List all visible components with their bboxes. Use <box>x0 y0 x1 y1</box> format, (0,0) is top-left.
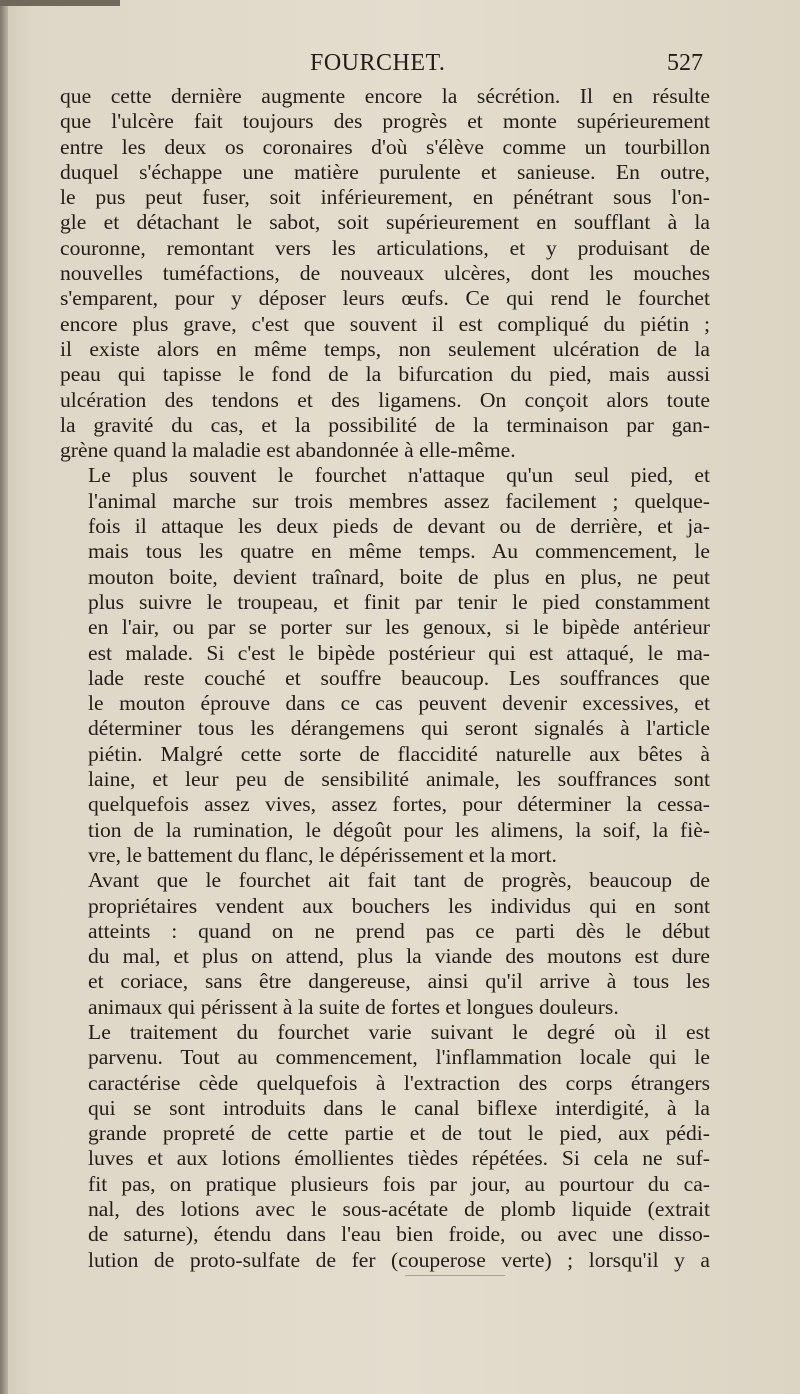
paragraph <box>60 463 710 868</box>
text-line: la gravité du cas, et la possibilité de la terminaison par gan- <box>60 412 710 437</box>
text-line: Avant que le fourchet ait fait tant de progrès, beaucoup de <box>88 868 710 893</box>
text-line: vre, le battement du flanc, le dépérissement et la mort. <box>88 842 557 867</box>
text-line: Le plus souvent le fourchet n'attaque qu'un seul pied, et <box>88 463 710 488</box>
text-line: quelquefois assez vives, assez fortes, pour déterminer la cessa- <box>88 792 710 817</box>
running-title: FOURCHET. <box>310 50 446 76</box>
text-line: plus suivre le troupeau, et finit par tenir le pied constamment <box>88 589 710 614</box>
page-number: 527 <box>667 50 703 76</box>
text-line: lution de proto-sulfate de fer (couperose verte) ; lorsqu'il y a <box>88 1247 710 1272</box>
text-line: grène quand la maladie est abandonnée à elle-même. <box>60 438 516 463</box>
text-line: gle et détachant le sabot, soit supérieurement en soufflant à la <box>60 210 710 235</box>
text-line: encore plus grave, c'est que souvent il est compliqué du piétin ; <box>60 311 710 336</box>
text-line: caractérise cède quelquefois à l'extraction des corps étrangers <box>88 1070 710 1095</box>
page-header <box>60 50 705 82</box>
text-line: parvenu. Tout au commencement, l'inflammation locale qui le <box>88 1045 710 1070</box>
text-line: du mal, et plus on attend, plus la viande des moutons est dure <box>88 944 710 969</box>
text-line: et coriace, sans être dangereuse, ainsi qu'il arrive à tous les <box>88 969 710 994</box>
text-line: lade reste couché et souffre beaucoup. Les souffrances que <box>88 665 710 690</box>
text-line: mais tous les quatre en même temps. Au commencement, le <box>88 539 710 564</box>
text-line: s'emparent, pour y déposer leurs œufs. Ce qui rend le fourchet <box>60 286 710 311</box>
text-line: animaux qui périssent à la suite de fortes et longues douleurs. <box>88 994 619 1019</box>
text-line: nal, des lotions avec le sous-acétate de plomb liquide (extrait <box>88 1197 710 1222</box>
text-line: grande propreté de cette partie et de tout le pied, aux pédi- <box>88 1121 710 1146</box>
text-line: le mouton éprouve dans ce cas peuvent devenir excessives, et <box>88 691 710 716</box>
text-line: mouton boite, devient traînard, boite de plus en plus, ne peut <box>88 564 710 589</box>
page-edge <box>0 0 120 6</box>
text-line: fit pas, on pratique plusieurs fois par jour, au pourtour du ca- <box>88 1171 710 1196</box>
text-line: est malade. Si c'est le bipède postérieur qui est attaqué, le ma- <box>88 640 710 665</box>
text-line: il existe alors en même temps, non seulement ulcération de la <box>60 336 710 361</box>
text-line: qui se sont introduits dans le canal biflexe interdigité, à la <box>88 1095 710 1120</box>
text-line: nouvelles tuméfactions, de nouveaux ulcères, dont les mouches <box>60 261 710 286</box>
paragraph <box>60 84 710 463</box>
text-line: l'animal marche sur trois membres assez facilement ; quelque- <box>88 488 710 513</box>
text-line: entre les deux os coronaires d'où s'élève comme un tourbillon <box>60 134 710 159</box>
text-line: que cette dernière augmente encore la sécrétion. Il en résulte <box>60 84 710 108</box>
text-line: couronne, remontant vers les articulations, et y produisant de <box>60 235 710 260</box>
text-line: luves et aux lotions émollientes tièdes répétées. Si cela ne suf- <box>88 1146 710 1171</box>
book-spine-shadow <box>0 0 8 1394</box>
body-text <box>60 84 710 1273</box>
text-line: laine, et leur peu de sensibilité animale, les souffrances sont <box>88 767 710 792</box>
page-footer-rule <box>405 1275 505 1278</box>
text-line: fois il attaque les deux pieds de devant ou de derrière, et ja- <box>88 514 710 539</box>
text-line: en l'air, ou par se porter sur les genoux, si le bipède antérieur <box>88 615 710 640</box>
text-line: déterminer tous les dérangemens qui seront signalés à l'article <box>88 716 710 741</box>
paragraph <box>60 868 710 1020</box>
text-line: atteints : quand on ne prend pas ce parti dès le début <box>88 918 710 943</box>
text-line: tion de la rumination, le dégoût pour les alimens, la soif, la fiè- <box>88 817 710 842</box>
text-line: le pus peut fuser, soit inférieurement, en pénétrant sous l'on- <box>60 185 710 210</box>
text-line: Le traitement du fourchet varie suivant le degré où il est <box>88 1019 710 1044</box>
text-line: ulcération des tendons et des ligamens. On conçoit alors toute <box>60 387 710 412</box>
text-line: propriétaires vendent aux bouchers les individus qui en sont <box>88 893 710 918</box>
text-line: piétin. Malgré cette sorte de flaccidité naturelle aux bêtes à <box>88 741 710 766</box>
text-line: duquel s'échappe une matière purulente et sanieuse. En outre, <box>60 159 710 184</box>
paragraph <box>60 1020 710 1273</box>
text-line: peau qui tapisse le fond de la bifurcation du pied, mais aussi <box>60 362 710 387</box>
text-line: de saturne), étendu dans l'eau bien froide, ou avec une disso- <box>88 1222 710 1247</box>
text-line: que l'ulcère fait toujours des progrès et monte supérieurement <box>60 109 710 134</box>
